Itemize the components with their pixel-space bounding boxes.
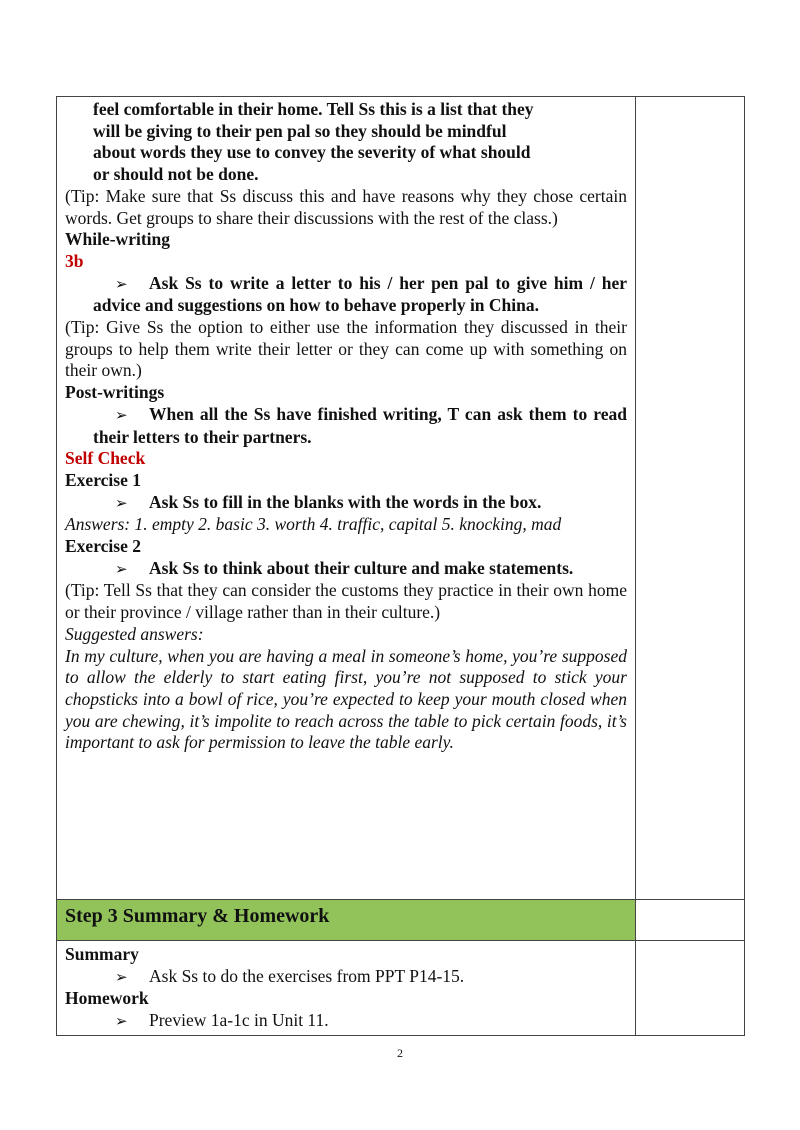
while-writing-bullet (65, 273, 627, 317)
self-check-heading: Self Check (65, 448, 146, 469)
bullet-text: Ask Ss to fill in the blanks with the words in the box. (149, 491, 542, 512)
bullet-text: Ask Ss to do the exercises from PPT P14-15. (149, 965, 465, 986)
homework-heading: Homework (65, 988, 149, 1009)
exercise-2-bullet (65, 558, 627, 581)
notes-cell (636, 97, 745, 900)
bullet-arrow-icon: ➢ (115, 493, 128, 512)
exercise-2-heading: Exercise 2 (65, 536, 141, 557)
exercise-1-answers: Answers: 1. empty 2. basic 3. worth 4. traffic, capital 5. knocking, mad (65, 514, 562, 535)
lesson-plan-table (56, 96, 745, 1036)
step-3-header-cell (57, 900, 636, 941)
step-3-title: Step 3 Summary & Homework (65, 905, 330, 927)
page-number: 2 (397, 1046, 403, 1060)
activity-label-3b: 3b (65, 250, 84, 271)
tip-text: (Tip: Give Ss the option to either use the information they discussed in their groups to help them write their letter or they can come up with something on their own.) (65, 317, 627, 381)
exercise-1-heading: Exercise 1 (65, 469, 141, 490)
bullet-text: Ask Ss to think about their culture and make statements. (149, 557, 574, 578)
continued-line: feel comfortable in their home. Tell Ss this is a list that they (93, 99, 534, 119)
table-row (57, 97, 745, 900)
continued-line: will be giving to their pen pal so they should be mindful (93, 120, 507, 141)
bullet-text: When all the Ss have finished writing, T can ask them to read their letters to their partners. (93, 403, 627, 447)
while-writing-heading: While-writing (65, 229, 170, 250)
tip-text: (Tip: Make sure that Ss discuss this and have reasons why they chose certain words. Get groups to share their discussions with the rest of the class.) (65, 185, 627, 228)
bullet-text: Ask Ss to write a letter to his / her pen pal to give him / her advice and suggestions on how to behave properly in China. (93, 272, 627, 316)
post-writing-heading: Post-writings (65, 382, 165, 403)
content-cell (57, 97, 636, 900)
notes-cell (636, 941, 745, 1036)
exercise-1-bullet (65, 492, 627, 515)
bullet-arrow-icon: ➢ (115, 274, 128, 293)
notes-cell (636, 900, 745, 941)
homework-bullet (65, 1010, 627, 1033)
bullet-arrow-icon: ➢ (115, 405, 128, 424)
tip-text: (Tip: Tell Ss that they can consider the customs they practice in their own home or their province / village rather than in their culture.) (65, 580, 627, 623)
bullet-text: Preview 1a-1c in Unit 11. (149, 1010, 329, 1031)
table-row (57, 900, 745, 941)
bullet-arrow-icon: ➢ (115, 1012, 128, 1031)
bullet-arrow-icon: ➢ (115, 559, 128, 578)
post-writing-bullet (65, 404, 627, 448)
summary-heading: Summary (65, 944, 139, 964)
bullet-arrow-icon: ➢ (115, 967, 128, 986)
continued-line: about words they use to convey the severity of what should (93, 142, 531, 163)
suggested-answers-label: Suggested answers: (65, 623, 204, 644)
continued-line: or should not be done. (93, 164, 259, 185)
summary-bullet (65, 966, 627, 989)
summary-homework-cell (57, 941, 636, 1036)
table-row (57, 941, 745, 1036)
suggested-answers-text: In my culture, when you are having a meal in someone’s home, you’re supposed to allow the elderly to start eating first, you’re not supposed to stick your chopsticks into a bowl of rice, you’re expected to keep your mouth closed when you are chewing, it’s impolite to reach across the table to pick certain foods, it’s important to ask for permission to leave the table early. (65, 645, 627, 753)
